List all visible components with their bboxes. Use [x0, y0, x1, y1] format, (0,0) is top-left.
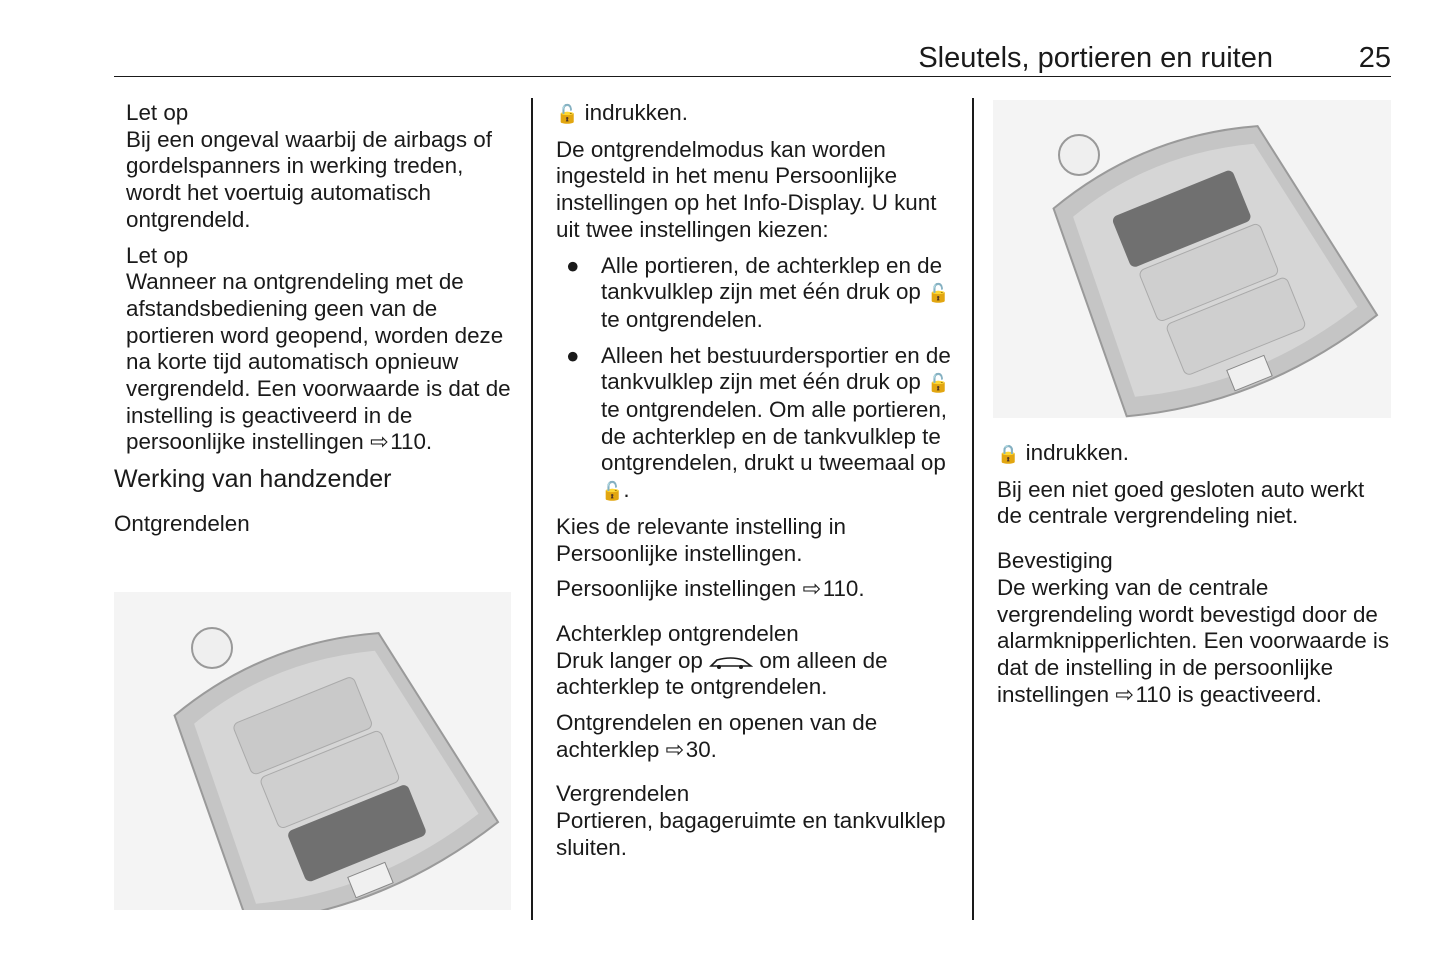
- note-text: [126, 269, 514, 456]
- unlock-icon: 🔓: [556, 104, 579, 124]
- column-divider-left: [531, 98, 533, 920]
- bullet-icon: ●: [566, 342, 580, 368]
- car-tailgate-icon: [709, 654, 753, 670]
- paragraph: 🔒 indrukken.: [997, 440, 1129, 465]
- paragraph: Kies de relevante instelling in Persoonlijke instellingen.: [556, 513, 847, 566]
- paragraph: Bij een niet goed gesloten auto werkt de centrale vergrendeling niet.: [997, 476, 1365, 529]
- paragraph: Portieren, bagageruimte en tankvulklep sluiten.: [556, 808, 946, 860]
- middle-column: [556, 100, 956, 871]
- header-title: Sleutels, portieren en ruiten: [918, 42, 1273, 74]
- paragraph: Druk langer op om alleen de achterklep te ontgrendelen.: [556, 647, 888, 700]
- key-fob-unlock-image: [114, 592, 511, 910]
- note-body: Wanneer na ontgrendeling met de afstandsbediening geen van de portieren word geopend, worden deze na korte tijd automatisch opnieuw vergrendeld. Een voorwaarde is dat de instelling is geactiveerd in de persoonlijke instellingen: [126, 269, 511, 455]
- list-item: ● Alle portieren, de achterklep en de tankvulklep zijn met één druk op 🔓 te ontgrendelen.: [566, 252, 950, 332]
- sub-heading: Achterklep ontgrendelen: [556, 620, 799, 646]
- list-item: ● Alleen het bestuurdersportier en de tankvulklep zijn met één druk op 🔓 te ontgrendelen. Om alle portieren, de achterklep en de tankvulklep te ontgrendelen, drukt u tweemaal op 🔓.: [566, 342, 951, 503]
- right-column: [997, 440, 1395, 717]
- note-2: [114, 243, 514, 457]
- xref-arrow-icon: ⇨: [1115, 681, 1135, 707]
- column-divider-right: [972, 98, 974, 920]
- note-title: Let op: [126, 242, 189, 268]
- key-fob-lock-image: [993, 100, 1391, 418]
- bullet-icon: ●: [566, 252, 580, 278]
- left-column: [114, 100, 514, 538]
- xref-arrow-icon: ⇨: [369, 429, 389, 455]
- page-reference: 110.: [390, 429, 433, 455]
- paragraph: De werking van de centrale vergrendeling wordt bevestigd door de alarmknipperlichten. Een voorwaarde is dat de instelling in de persoonlijke instellingen ⇨ 110 is geactiveerd.: [997, 574, 1390, 707]
- section-heading: Werking van handzender: [114, 465, 392, 494]
- note-title: Let op: [126, 100, 189, 125]
- paragraph: Ontgrendelen en openen van de achterklep ⇨ 30.: [556, 710, 878, 762]
- unlock-icon: 🔓: [601, 481, 624, 502]
- page-reference: 30.: [685, 736, 717, 762]
- unlock-icon: 🔓: [927, 283, 950, 304]
- xref-arrow-icon: ⇨: [665, 736, 685, 762]
- page-reference: 110.: [822, 576, 865, 602]
- note-1: [114, 100, 514, 234]
- sub-heading: Ontgrendelen: [114, 510, 250, 536]
- paragraph: De ontgrendelmodus kan worden ingesteld in het menu Persoonlijke instellingen op het Info-Display. U kunt uit twee instellingen kiezen:: [556, 136, 937, 242]
- lock-icon: 🔒: [997, 444, 1020, 464]
- note-text: Bij een ongeval waarbij de airbags of gordelspanners in werking treden, wordt het voertuig automatisch ontgrendeld.: [126, 126, 492, 232]
- sub-heading: Vergrendelen: [556, 781, 690, 807]
- sub-heading: Bevestiging: [997, 548, 1113, 574]
- paragraph: 🔓 indrukken.: [556, 100, 688, 125]
- xref-arrow-icon: ⇨: [802, 576, 822, 602]
- page-number: 25: [1358, 42, 1391, 74]
- page-header: [114, 38, 1391, 77]
- page-reference: 110: [1135, 681, 1172, 707]
- bullet-list: [556, 253, 956, 505]
- paragraph: Persoonlijke instellingen ⇨ 110.: [556, 576, 865, 602]
- unlock-icon: 🔓: [927, 373, 950, 394]
